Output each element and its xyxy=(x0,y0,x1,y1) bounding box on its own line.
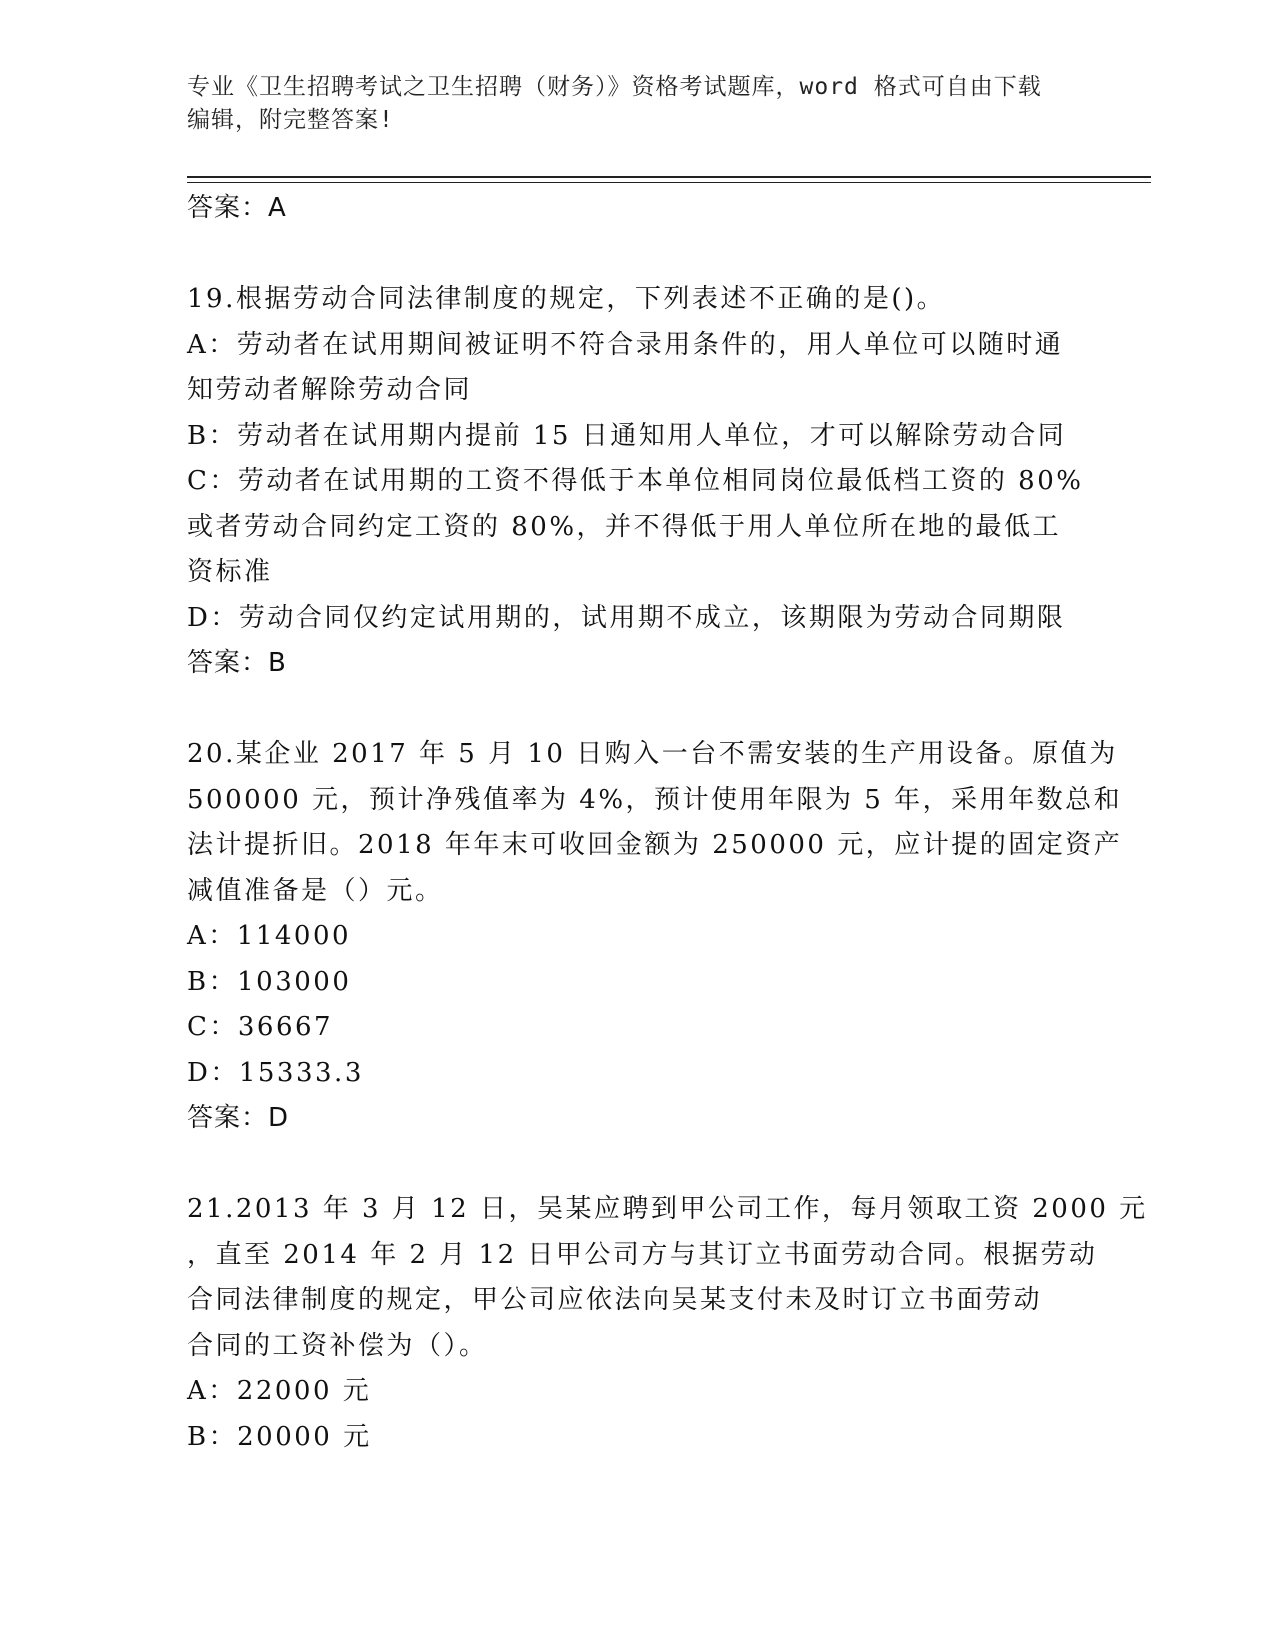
question-21-stem-cont3: 合同的工资补偿为（）。 xyxy=(187,1330,488,1361)
header-line-2: 编辑，附完整答案! xyxy=(187,107,394,133)
question-19-answer: 答案：B xyxy=(187,648,287,678)
question-20-option-c: C：36667 xyxy=(187,1012,334,1042)
question-20-option-d: D：15333.3 xyxy=(187,1057,364,1088)
spacer xyxy=(187,687,1087,733)
document-header xyxy=(187,71,1087,137)
spacer xyxy=(187,1142,1087,1188)
question-21-option-b: B：20000 元 xyxy=(187,1421,372,1452)
question-21-option-a: A：22000 元 xyxy=(187,1376,372,1406)
question-19-option-a: A：劳动者在试用期间被证明不符合录用条件的，用人单位可以随时通 xyxy=(187,329,1064,360)
question-20-stem-cont2: 法计提折旧。2018 年年末可收回金额为 250000 元，应计提的固定资产 xyxy=(187,830,1123,860)
question-19-option-c: C：劳动者在试用期的工资不得低于本单位相同岗位最低档工资的 80% xyxy=(187,466,1084,496)
question-19-option-d: D：劳动合同仅约定试用期的，试用期不成立，该期限为劳动合同期限 xyxy=(187,602,1066,633)
question-19 xyxy=(187,277,1087,687)
spacer xyxy=(187,232,1087,278)
question-19-option-c-cont2: 资标准 xyxy=(187,557,273,587)
header-line-1: 专业《卫生招聘考试之卫生招聘（财务）》资格考试题库，word 格式可自由下载 xyxy=(187,74,1042,100)
question-19-stem: 19.根据劳动合同法律制度的规定，下列表述不正确的是()。 xyxy=(187,284,946,314)
question-19-option-b: B：劳动者在试用期内提前 15 日通知用人单位，才可以解除劳动合同 xyxy=(187,420,1067,451)
question-20-stem-cont3: 减值准备是（）元。 xyxy=(187,875,444,906)
header-rule-thick xyxy=(187,176,1151,178)
question-20-option-b: B：103000 xyxy=(187,966,352,997)
answer-previous: 答案：A xyxy=(187,193,287,223)
question-20-option-a: A：114000 xyxy=(187,921,352,951)
question-21 xyxy=(187,1187,1148,1460)
question-19-option-a-cont: 知劳动者解除劳动合同 xyxy=(187,375,473,405)
question-21-stem-cont2: 合同法律制度的规定，甲公司应依法向吴某支付未及时订立书面劳动 xyxy=(187,1285,1043,1315)
question-20-stem-cont: 500000 元，预计净残值率为 4%，预计使用年限为 5 年，采用年数总和 xyxy=(187,784,1123,815)
question-21-stem: 21.2013 年 3 月 12 日，吴某应聘到甲公司工作，每月领取工资 2000 元 xyxy=(187,1194,1148,1224)
question-21-stem-cont: ，直至 2014 年 2 月 12 日甲公司方与其订立书面劳动合同。根据劳动 xyxy=(187,1239,1098,1270)
question-20 xyxy=(187,732,1123,1142)
question-20-stem: 20.某企业 2017 年 5 月 10 日购入一台不需安装的生产用设备。原值为 xyxy=(187,739,1118,769)
question-20-answer: 答案：D xyxy=(187,1103,290,1133)
question-19-option-c-cont: 或者劳动合同约定工资的 80%，并不得低于用人单位所在地的最低工 xyxy=(187,511,1062,542)
header-rule-thin xyxy=(187,182,1151,183)
question-list xyxy=(187,186,1148,1460)
